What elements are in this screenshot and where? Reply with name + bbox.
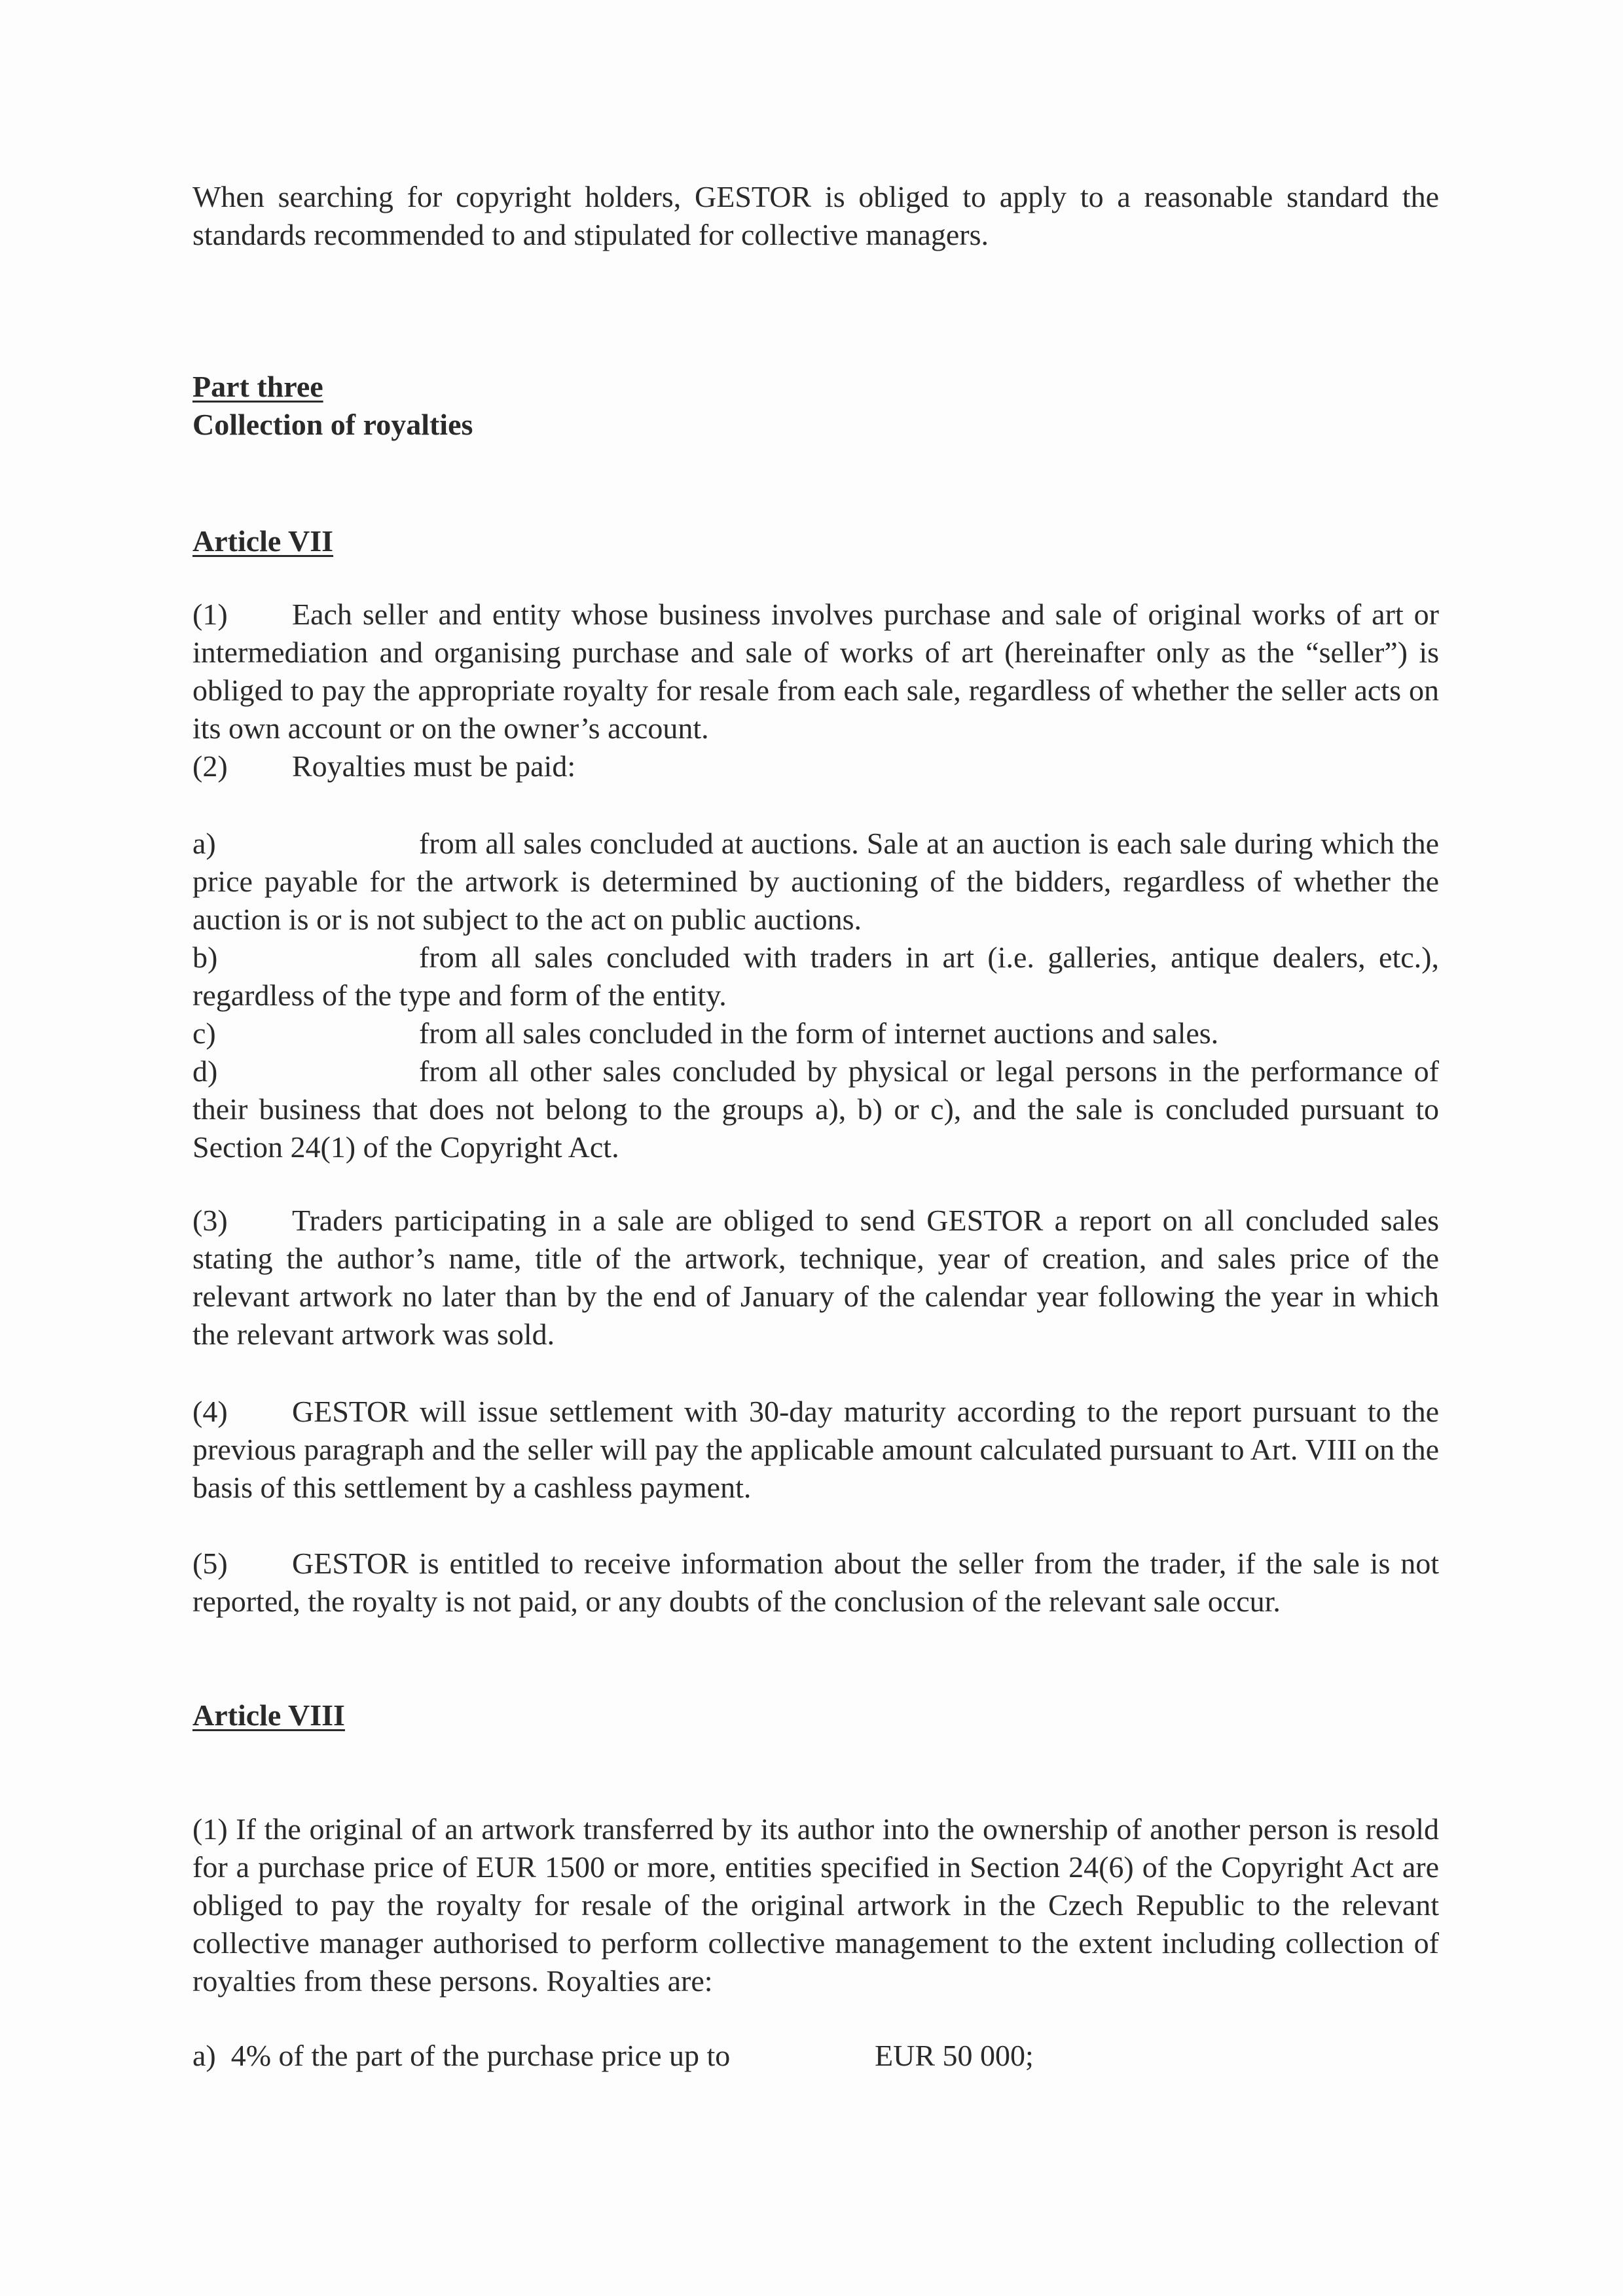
list-item-letter: b) [192,941,218,974]
paragraph-2 [192,747,1439,785]
paragraph-4 [192,1393,1439,1507]
paragraph-text: GESTOR will issue settlement with 30-day maturity according to the report pursuant to the previous paragraph and the seller will pay the applicable amount calculated pursuant to Art. VIII on the basis of this settlement by a cashless payment. [192,1395,1439,1504]
paragraph-text: Each seller and entity whose business involves purchase and sale of original works of art or intermediation and organising purchase and sale of works of art (hereinafter only as the “seller”) is obliged to pay the appropriate royalty for resale from each sale, regardless of whether the seller acts on its own account or on the owner’s account. [192,598,1439,745]
royalty-rate-amount: EUR 50 000; [875,2039,1034,2072]
list-item-letter: c) [192,1016,216,1050]
paragraph-number: (5) [192,1547,228,1580]
article-heading [192,1696,1439,1734]
list-item-a [192,825,1439,939]
article-heading [192,522,1439,560]
part-title [192,368,1439,406]
part-title-text: Part three [192,370,323,403]
paragraph-number: (3) [192,1204,228,1237]
part-subtitle: Collection of royalties [192,408,473,441]
list-item-text: from all sales concluded in the form of internet auctions and sales. [419,1016,1219,1050]
list-item-letter: a) [192,827,216,860]
paragraph-number: (1) [192,598,228,631]
paragraph-number: (2) [192,749,228,783]
paragraph-text: Traders participating in a sale are obliged to send GESTOR a report on all concluded sales stating the author’s name, title of the artwork, technique, year of creation, and sales price of the relevant artwork no later than by the end of January of the calendar year following the year in which the relevant artwork was sold. [192,1204,1439,1351]
paragraph-number: (4) [192,1395,228,1428]
list-item-text: from all sales concluded with traders in art (i.e. galleries, antique dealers, etc.), regardless of the type and form of the entity. [192,941,1439,1012]
list-item-b [192,939,1439,1014]
paragraph-3 [192,1202,1439,1354]
paragraph-text: GESTOR is entitled to receive information about the seller from the trader, if the sale is not reported, the royalty is not paid, or any doubts of the conclusion of the relevant sale occur. [192,1547,1439,1618]
article-8-paragraph-1: (1) If the original of an artwork transferred by its author into the ownership of another person is resold for a purchase price of EUR 1500 or more, entities specified in Section 24(6) of the Copyright Act are obliged to pay the royalty for resale of the original artwork in the Czech Republic to the relevant collective manager authorised to perform collective management to the extent including collection of royalties from these persons. Royalties are: [192,1812,1439,1998]
article-8-heading: Article VIII [192,1698,345,1732]
royalty-rate-label: a) 4% of the part of the purchase price up to [192,2039,731,2072]
list-item-text: from all sales concluded at auctions. Sale at an auction is each sale during which the price payable for the artwork is determined by auctioning of the bidders, regardless of whether the auction is or is not subject to the act on public auctions. [192,827,1439,936]
list-item-text: from all other sales concluded by physical or legal persons in the performance of their business that does not belong to the groups a), b) or c), and the sale is concluded pursuant to Section 24(1) of the Copyright Act. [192,1054,1439,1164]
list-item-d [192,1052,1439,1166]
list-item-letter: d) [192,1054,218,1088]
paragraph-text: Royalties must be paid: [292,749,576,783]
article-7-heading: Article VII [192,524,334,558]
list-item-c [192,1014,1439,1052]
royalty-rate-row [192,2037,1034,2075]
paragraph-1 [192,596,1439,747]
intro-paragraph: When searching for copyright holders, GESTOR is obliged to apply to a reasonable standard the standards recommended to and stipulated for collective managers. [192,180,1439,251]
paragraph-5 [192,1545,1439,1621]
